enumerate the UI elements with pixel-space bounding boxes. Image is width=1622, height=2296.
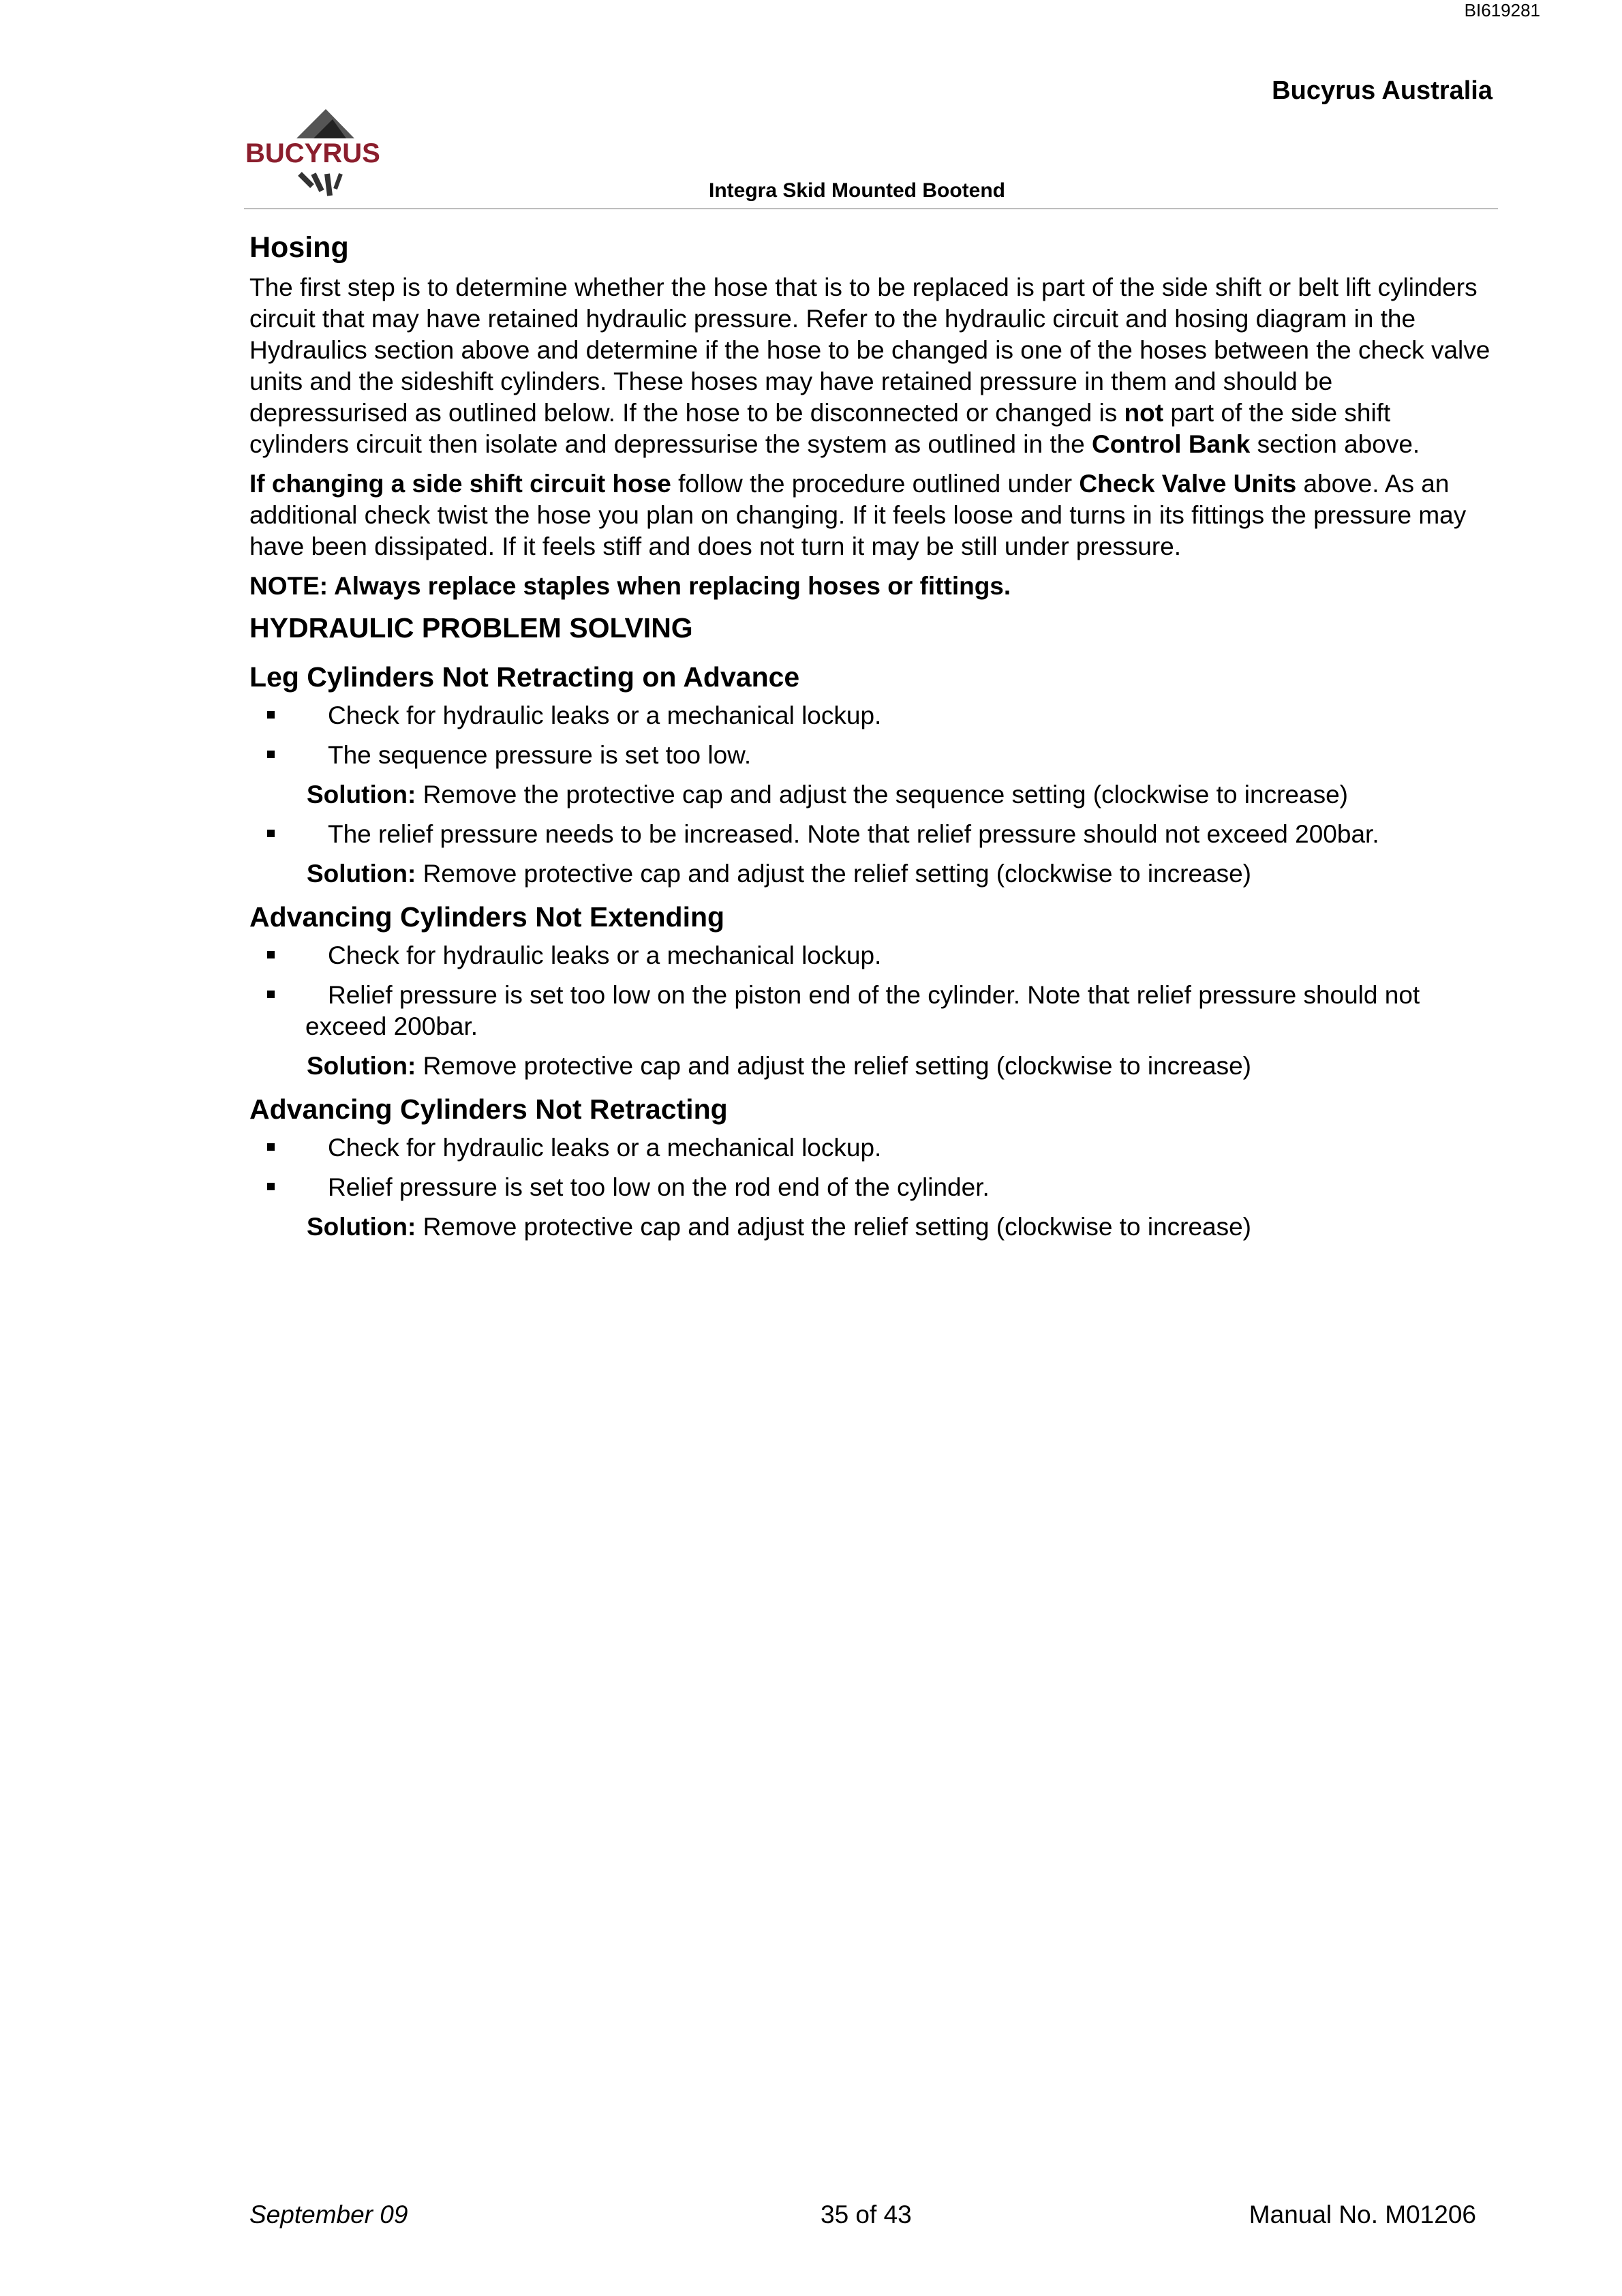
bullet-list: [249, 819, 1497, 850]
logo-text: BUCYRUS: [245, 138, 380, 168]
document-id: BI619281: [1464, 0, 1540, 20]
bold-run: not: [1124, 399, 1164, 427]
hosing-heading: Hosing: [249, 231, 349, 264]
header-divider: [244, 208, 1498, 209]
bullet-square-icon: [267, 751, 275, 758]
list-item: [249, 940, 1497, 971]
company-name: Bucyrus Australia: [1272, 76, 1493, 105]
hosing-paragraph-1: [249, 272, 1497, 460]
list-item-text: Check for hydraulic leaks or a mechanical lockup.: [328, 941, 882, 969]
bold-run: If changing a side shift circuit hose: [249, 470, 671, 498]
bullet-list: [249, 1132, 1497, 1203]
list-item-text: Relief pressure is set too low on the rod end of the cylinder.: [328, 1173, 990, 1201]
list-item: [249, 740, 1497, 771]
footer-manual-number: Manual No. M01206: [1249, 2201, 1476, 2229]
bullet-square-icon: [267, 951, 275, 958]
text-run: Remove protective cap and adjust the relief setting (clockwise to increase): [416, 1213, 1251, 1241]
footer-page-number: 35 of 43: [821, 2201, 912, 2229]
hosing-note: NOTE: Always replace staples when replacing hoses or fittings.: [249, 572, 1011, 600]
bullet-list: [249, 700, 1497, 771]
solution-label: Solution:: [307, 781, 416, 809]
text-run: Remove protective cap and adjust the relief setting (clockwise to increase): [416, 1052, 1251, 1080]
list-item: [249, 700, 1497, 731]
text-run: above. As an additional check twist the hose you plan on changing. If it feels loose and turns in its fittings the pressure may have been dissipated. If it feels stiff and does not turn it may be still under pressure.: [249, 470, 1467, 560]
list-item: [249, 1132, 1497, 1164]
text-run: part of the side shift cylinders circuit then isolate and depressurise the system as outlined in the: [249, 399, 1391, 458]
bold-run: Check Valve Units: [1079, 470, 1297, 498]
text-run: Remove protective cap and adjust the relief setting (clockwise to increase): [416, 860, 1251, 888]
bold-run: Control Bank: [1092, 430, 1251, 458]
section-title: Advancing Cylinders Not Extending: [249, 901, 725, 933]
list-item-text: The relief pressure needs to be increased. Note that relief pressure should not exceed 200bar.: [328, 820, 1379, 848]
bullet-square-icon: [267, 1183, 275, 1190]
problem-solving-heading: HYDRAULIC PROBLEM SOLVING: [249, 612, 693, 644]
list-item: [249, 1172, 1497, 1203]
text-run: follow the procedure outlined under: [671, 470, 1080, 498]
bucyrus-logo: [245, 106, 402, 201]
solution-label: Solution:: [307, 1052, 416, 1080]
text-run: Remove the protective cap and adjust the sequence setting (clockwise to increase): [416, 781, 1348, 809]
section-title: Advancing Cylinders Not Retracting: [249, 1093, 728, 1125]
bullet-square-icon: [267, 991, 275, 998]
solution-label: Solution:: [307, 1213, 416, 1241]
solution-label: Solution:: [307, 860, 416, 888]
list-item-text: The sequence pressure is set too low.: [328, 741, 752, 769]
bullet-list: [249, 940, 1497, 1042]
hosing-paragraph-2: [249, 468, 1497, 562]
document-subtitle: Integra Skid Mounted Bootend: [709, 179, 1005, 202]
list-item: [249, 819, 1497, 850]
list-item-text: Check for hydraulic leaks or a mechanical lockup.: [328, 1134, 882, 1162]
solution-text: [249, 1211, 1497, 1243]
text-run: section above.: [1250, 430, 1420, 458]
list-item-text: Relief pressure is set too low on the piston end of the cylinder. Note that relief pressure should not exceed 200bar.: [305, 981, 1420, 1040]
footer-date: September 09: [249, 2201, 408, 2229]
bullet-square-icon: [267, 830, 275, 837]
bullet-square-icon: [267, 1143, 275, 1151]
section-title: Leg Cylinders Not Retracting on Advance: [249, 661, 800, 693]
page-content: [249, 228, 1497, 1251]
solution-text: [249, 858, 1497, 890]
text-run: The first step is to determine whether the hose that is to be replaced is part of the side shift or belt lift cylinders circuit that may have retained hydraulic pressure. Refer to the hydraulic circuit and hosing diagram in the Hydraulics section above and determine if the hose to be changed is one of the hoses between the check valve units and the sideshift cylinders. These hoses may have retained pressure in them and should be depressurised as outlined below. If the hose to be disconnected or changed is: [249, 273, 1490, 427]
bullet-square-icon: [267, 711, 275, 719]
list-item-text: Check for hydraulic leaks or a mechanical lockup.: [328, 701, 882, 729]
solution-text: [249, 1051, 1497, 1082]
solution-text: [249, 779, 1497, 811]
list-item: [249, 980, 1497, 1042]
